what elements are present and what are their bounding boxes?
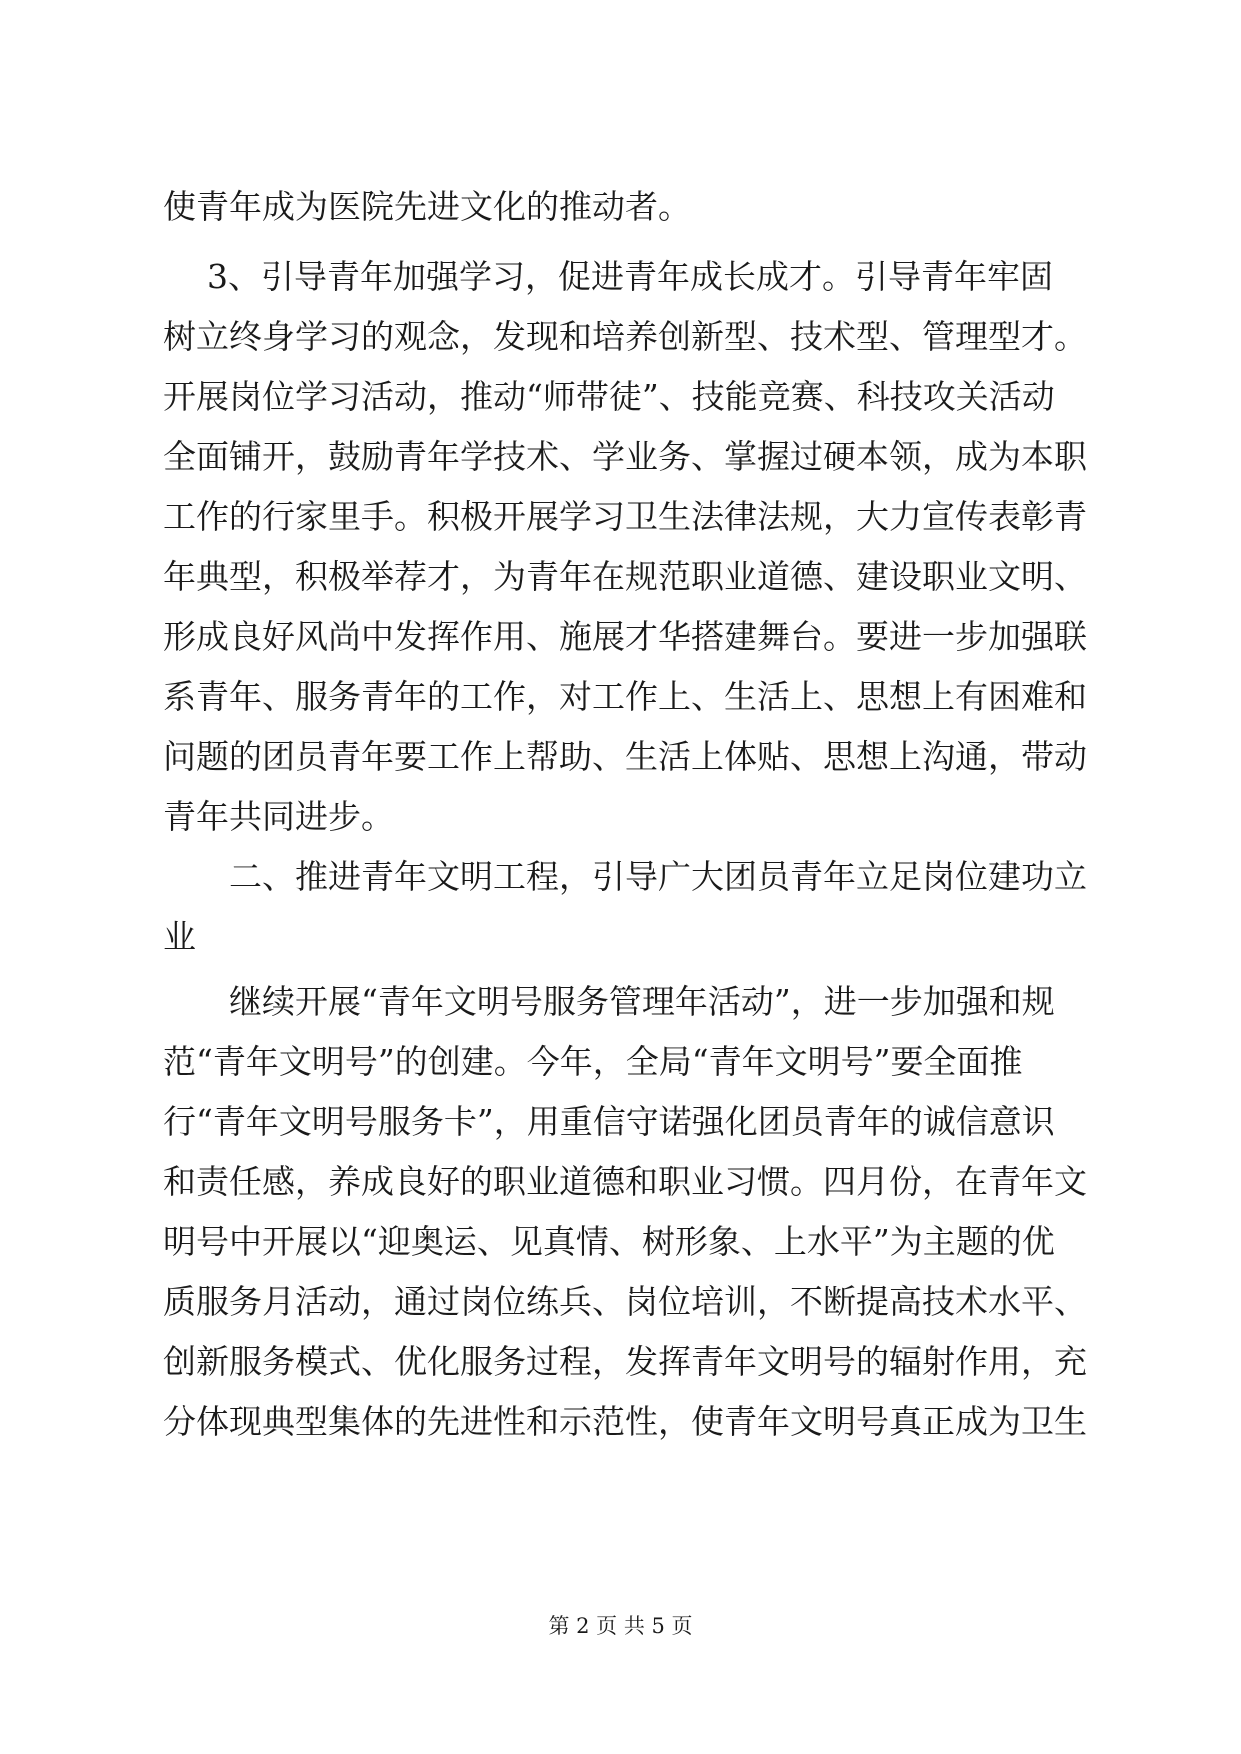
text-line: 使青年成为医院先进文化的推动者。	[163, 187, 691, 226]
text-line: 明号中开展以“迎奥运、见真情、树形象、上水平”为主题的优	[163, 1222, 1055, 1261]
text-line: 继续开展“青年文明号服务管理年活动”，进一步加强和规	[229, 982, 1055, 1021]
text-line: 质服务月活动，通过岗位练兵、岗位培训，不断提高技术水平、	[163, 1282, 1087, 1321]
text-line: 3、引导青年加强学习，促进青年成长成才。引导青年牢固	[207, 257, 1053, 296]
text-line: 行“青年文明号服务卡”，用重信守诺强化团员青年的诚信意识	[163, 1102, 1055, 1141]
text-line: 问题的团员青年要工作上帮助、生活上体贴、思想上沟通，带动	[163, 737, 1087, 776]
text-line: 创新服务模式、优化服务过程，发挥青年文明号的辐射作用，充	[163, 1342, 1087, 1381]
text-line: 形成良好风尚中发挥作用、施展才华搭建舞台。要进一步加强联	[163, 617, 1087, 656]
text-line: 范“青年文明号”的创建。今年，全局“青年文明号”要全面推	[163, 1042, 1023, 1081]
section-heading: 二、推进青年文明工程，引导广大团员青年立足岗位建功立	[229, 857, 1087, 896]
text-line: 全面铺开，鼓励青年学技术、学业务、掌握过硬本领，成为本职	[163, 437, 1087, 476]
text-line: 开展岗位学习活动，推动“师带徒”、技能竞赛、科技攻关活动	[163, 377, 1055, 416]
section-heading-continued: 业	[163, 917, 196, 956]
text-line: 和责任感，养成良好的职业道德和职业习惯。四月份，在青年文	[163, 1162, 1087, 1201]
text-line: 工作的行家里手。积极开展学习卫生法律法规，大力宣传表彰青	[163, 497, 1087, 536]
text-line: 树立终身学习的观念，发现和培养创新型、技术型、管理型才。	[163, 317, 1087, 356]
text-line: 系青年、服务青年的工作，对工作上、生活上、思想上有困难和	[163, 677, 1087, 716]
text-line: 分体现典型集体的先进性和示范性，使青年文明号真正成为卫生	[163, 1402, 1087, 1441]
page-number-footer: 第 2 页 共 5 页	[548, 1614, 693, 1638]
text-line: 青年共同进步。	[163, 797, 394, 836]
text-line: 年典型，积极举荐才，为青年在规范职业道德、建设职业文明、	[163, 557, 1087, 596]
